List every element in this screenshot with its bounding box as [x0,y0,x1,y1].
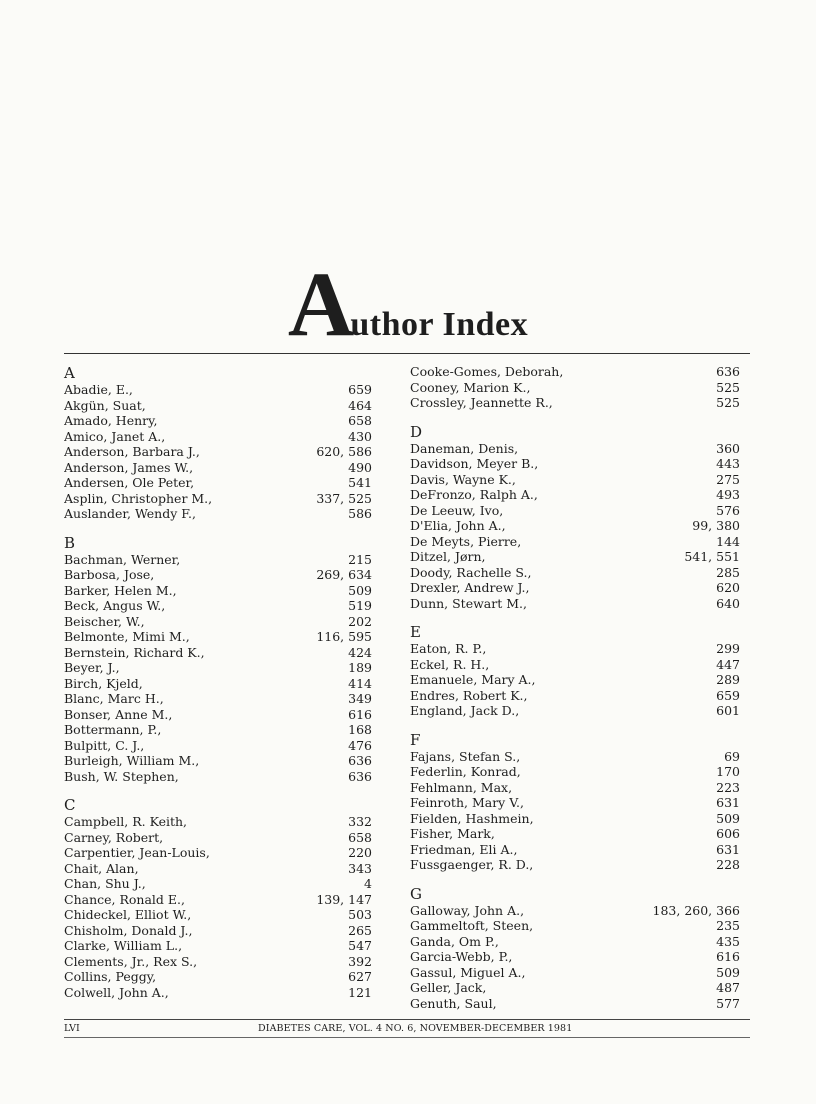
index-entry [410,456,740,472]
page-numbers: 121 [348,984,372,1000]
index-entry [64,954,372,970]
page-numbers: 168 [348,722,372,737]
page-numbers: 189 [348,660,372,675]
index-section-b [64,534,372,785]
author-name: Bonser, Anne M., [64,706,173,722]
author-name: Fajans, Stefan S., [410,748,521,764]
section-letter: A [64,364,75,382]
journal-citation: DIABETES CARE, VOL. 4 NO. 6, NOVEMBER-DECEMBER 1981 [258,1023,573,1034]
page-numbers: 620, 586 [316,444,372,459]
page-numbers: 269, 634 [316,567,372,582]
page-numbers: 430 [348,428,372,444]
index-section-f [410,731,740,873]
page-numbers: 493 [716,487,740,502]
index-entry [64,444,372,460]
index-entry [410,842,740,858]
index-entry [410,380,740,396]
index-entry [410,903,740,919]
index-entry [410,857,740,873]
page-numbers: 631 [716,841,740,857]
index-entry [64,845,372,861]
author-name: Belmonte, Mimi M., [64,629,190,644]
author-name: Akgün, Suat, [64,397,146,413]
title-rest: uthor Index [350,306,529,343]
page-numbers: 606 [716,826,740,841]
page-numbers: 658 [348,413,372,428]
index-entry [410,949,740,965]
index-entry [64,676,372,692]
page-numbers: 139, 147 [316,891,372,907]
index-entry [64,629,372,645]
index-entry [64,614,372,630]
author-name: Geller, Jack, [410,980,487,995]
index-entry [410,672,740,688]
page-numbers: 285 [716,564,740,580]
author-name: England, Jack D., [410,703,520,718]
page-numbers: 659 [716,687,740,703]
page-numbers: 265 [348,922,372,938]
index-entry [410,472,740,488]
index-entry [64,892,372,908]
index-entry [64,985,372,1001]
index-entry [64,876,372,892]
index-entry [64,460,372,476]
index-column-right [410,364,740,1011]
author-name: Blanc, Marc H., [64,691,164,706]
author-name: Feinroth, Mary V., [410,795,525,810]
page-numbers: 659 [348,382,372,397]
author-name: Genuth, Saul, [410,995,497,1011]
index-entry [64,583,372,599]
page-title [0,253,816,355]
page-numbers: 69 [724,748,740,764]
page-numbers: 577 [716,995,740,1011]
index-entry [410,811,740,827]
author-name: Cooke-Gomes, Deborah, [410,364,564,379]
author-name: Chisholm, Donald J., [64,922,193,938]
page-numbers: 658 [348,829,372,845]
author-name: Bulpitt, C. J., [64,737,145,753]
author-name: Bachman, Werner, [64,551,181,567]
author-name: Barbosa, Jose, [64,567,155,582]
page-numbers: 228 [716,857,740,872]
index-entry [64,738,372,754]
footer-underline [64,1037,750,1038]
index-entry [64,923,372,939]
author-name: Anderson, James W., [64,459,194,475]
author-name: Collins, Peggy, [64,969,157,984]
index-entry [410,980,740,996]
author-name: Ditzel, Jørn, [410,549,486,564]
page-numbers: 99, 380 [692,518,740,533]
index-entry [410,780,740,796]
index-entry [410,487,740,503]
author-name: Fisher, Mark, [410,826,495,841]
index-entry [410,965,740,981]
page-numbers: 620 [716,580,740,595]
index-entry [64,598,372,614]
page-numbers: 636 [348,753,372,768]
index-entry [410,918,740,934]
index-entry [410,503,740,519]
page-numbers: 360 [716,440,740,456]
author-name: Beischer, W., [64,613,145,629]
author-name: Bernstein, Richard K., [64,644,205,660]
page-numbers: 503 [348,907,372,922]
page-numbers: 235 [716,918,740,933]
index-entry [64,475,372,491]
index-entry [410,580,740,596]
author-name: Carpentier, Jean-Louis, [64,845,210,860]
author-name: Daneman, Denis, [410,440,519,456]
page-numbers: 215 [348,551,372,567]
author-name: Drexler, Andrew J., [410,580,530,595]
page-numbers: 349 [348,691,372,706]
page-numbers: 525 [716,395,740,410]
author-name: Doody, Rachelle S., [410,564,532,580]
author-name: Bush, W. Stephen, [64,768,179,784]
author-name: Davis, Wayne K., [410,471,516,487]
page-numbers: 616 [348,706,372,722]
author-name: Gassul, Miguel A., [410,964,526,980]
author-name: D'Elia, John A., [410,518,506,533]
index-entry [64,707,372,723]
index-entry [64,429,372,445]
index-entry [64,691,372,707]
page-numbers: 414 [348,675,372,691]
author-name: Beyer, J., [64,660,120,675]
page-numbers: 576 [716,502,740,518]
page-numbers: 4 [364,876,372,891]
author-name: Chance, Ronald E., [64,891,185,907]
index-section-c [64,796,372,1000]
index-section-a [64,364,372,522]
author-name: DeFronzo, Ralph A., [410,487,538,502]
index-entry [410,749,740,765]
section-letter: E [410,623,421,641]
index-section-e [410,623,740,719]
section-letter: D [410,422,423,441]
page-numbers: 332 [348,814,372,829]
index-entry [64,830,372,846]
author-name: De Leeuw, Ivo, [410,502,504,518]
index-entry [410,395,740,411]
section-letter: G [410,884,422,903]
page-numbers: 337, 525 [316,490,372,506]
index-entry [64,491,372,507]
page-numbers: 343 [348,860,372,876]
index-entry [410,549,740,565]
author-name: Clarke, William L., [64,938,183,953]
index-entry [410,657,740,673]
author-name: Carney, Robert, [64,829,164,845]
page-numbers: 636 [348,768,372,784]
author-name: Amico, Janet A., [64,428,166,444]
page-numbers: 424 [348,644,372,660]
author-name: De Meyts, Pierre, [410,533,522,549]
footer-divider [64,1019,750,1020]
index-section-g [410,885,740,1012]
author-name: Fielden, Hashmein, [410,810,534,826]
index-entry [410,996,740,1012]
index-entry [64,861,372,877]
index-entry [410,795,740,811]
index-entry [410,565,740,581]
page-numbers: 509 [716,964,740,980]
index-entry [64,645,372,661]
page-numbers: 509 [716,810,740,826]
page-numbers: 476 [348,737,372,753]
page-numbers: 627 [348,969,372,984]
page-numbers: 183, 260, 366 [652,902,740,918]
page-numbers: 525 [716,379,740,395]
page-numbers: 435 [716,933,740,949]
index-entry [410,826,740,842]
author-name: Chan, Shu J., [64,876,146,891]
page-numbers: 289 [716,672,740,687]
index-entry [410,764,740,780]
index-entry [410,641,740,657]
index-entry [410,596,740,612]
author-name: Cooney, Marion K., [410,379,531,395]
page-numbers: 443 [716,456,740,471]
author-name: Crossley, Jeannette R., [410,395,553,410]
page-numbers: 144 [716,533,740,549]
index-entry [64,552,372,568]
page-numbers: 541, 551 [684,549,740,564]
index-entry [410,518,740,534]
page-numbers: 631 [716,795,740,810]
index-entry [64,567,372,583]
index-entry [64,969,372,985]
index-entry [410,703,740,719]
index-entry [64,506,372,522]
author-name: Campbell, R. Keith, [64,814,188,829]
author-name: Burleigh, William M., [64,753,200,768]
page-numbers: 202 [348,613,372,629]
author-name: Endres, Robert K., [410,687,528,703]
author-name: Dunn, Stewart M., [410,595,527,611]
page-numbers: 490 [348,459,372,475]
index-entry [64,938,372,954]
index-entry [64,413,372,429]
section-letter: B [64,533,76,552]
author-name: Garcia-Webb, P., [410,949,513,964]
page-numbers: 601 [716,703,740,718]
page-numbers: 541 [348,475,372,490]
index-entry [64,769,372,785]
author-name: Bottermann, P., [64,722,162,737]
author-name: Emanuele, Mary A., [410,672,536,687]
index-entry [64,814,372,830]
section-letter: C [64,796,76,814]
author-name: Chideckel, Elliot W., [64,907,192,922]
author-name: Abadie, E., [64,382,133,397]
page-numbers: 299 [716,641,740,656]
page-number: LVI [64,1023,80,1034]
author-name: Friedman, Eli A., [410,841,518,857]
author-name: Andersen, Ole Peter, [64,475,195,490]
index-entry [64,907,372,923]
page-numbers: 116, 595 [316,629,372,644]
page-numbers: 223 [716,779,740,795]
author-name: Davidson, Meyer B., [410,456,539,471]
index-entry [64,753,372,769]
author-name: Asplin, Christopher M., [64,490,213,506]
index-column-left [64,364,372,1000]
page-numbers: 519 [348,598,372,613]
author-name: Birch, Kjeld, [64,675,143,691]
index-entry [410,534,740,550]
author-name: Auslander, Wendy F., [64,506,196,521]
author-name: Colwell, John A., [64,984,169,1000]
page-numbers: 275 [716,471,740,487]
page-numbers: 170 [716,764,740,779]
index-section-c [410,364,740,411]
index-entry [410,688,740,704]
page-numbers: 392 [348,953,372,969]
section-letter: F [410,730,421,749]
page-numbers: 586 [348,506,372,521]
author-name: Gammeltoft, Steen, [410,918,534,933]
index-entry [410,364,740,380]
index-entry [64,722,372,738]
index-entry [64,382,372,398]
author-name: Fehlmann, Max, [410,779,513,795]
title-initial: A [287,253,355,355]
index-entry [64,398,372,414]
author-name: Clements, Jr., Rex S., [64,953,198,969]
page-numbers: 447 [716,656,740,672]
index-section-d [410,423,740,612]
index-entry [64,660,372,676]
page-numbers: 636 [716,364,740,379]
page-numbers: 464 [348,397,372,413]
page-numbers: 616 [716,949,740,964]
page-numbers: 220 [348,845,372,860]
author-name: Galloway, John A., [410,902,525,918]
index-entry [410,934,740,950]
author-name: Chait, Alan, [64,860,139,876]
page-numbers: 640 [716,595,740,611]
page-numbers: 487 [716,980,740,995]
author-name: Ganda, Om P., [410,933,499,949]
author-name: Barker, Helen M., [64,582,177,598]
index-entry [410,441,740,457]
title-divider [64,353,750,354]
page-numbers: 509 [348,582,372,598]
author-name: Eaton, R. P., [410,641,487,656]
author-name: Anderson, Barbara J., [64,444,200,459]
author-name: Eckel, R. H., [410,656,490,672]
author-name: Fussgaenger, R. D., [410,857,534,872]
author-name: Federlin, Konrad, [410,764,521,779]
author-name: Amado, Henry, [64,413,158,428]
author-name: Beck, Angus W., [64,598,166,613]
page-numbers: 547 [348,938,372,953]
